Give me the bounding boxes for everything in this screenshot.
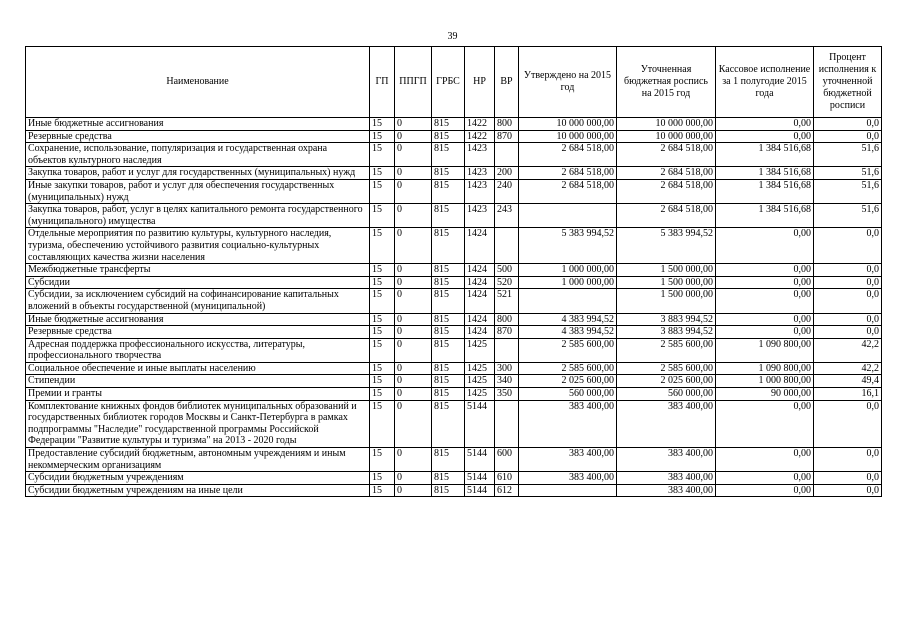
cell-cash: 0,00	[716, 289, 814, 313]
cell-vr: 243	[495, 204, 519, 228]
cell-vr	[495, 400, 519, 447]
cell-grbs: 815	[432, 228, 465, 264]
cell-approved: 2 684 518,00	[519, 179, 617, 203]
cell-cash: 0,00	[716, 118, 814, 131]
cell-ppgp: 0	[395, 276, 432, 289]
cell-percent: 0,0	[814, 289, 882, 313]
header-vr: ВР	[495, 47, 519, 118]
cell-vr	[495, 228, 519, 264]
cell-ppgp: 0	[395, 388, 432, 401]
cell-gp: 15	[370, 289, 395, 313]
header-cash: Кассовое исполнение за 1 полугодие 2015 года	[716, 47, 814, 118]
cell-gp: 15	[370, 228, 395, 264]
cell-refined: 383 400,00	[617, 400, 716, 447]
cell-percent: 51,6	[814, 179, 882, 203]
cell-name: Иные бюджетные ассигнования	[26, 313, 370, 326]
page-number: 39	[447, 31, 458, 42]
cell-grbs: 815	[432, 472, 465, 485]
cell-np: 1425	[465, 388, 495, 401]
table-row	[26, 400, 882, 447]
header-gp: ГП	[370, 47, 395, 118]
cell-grbs: 815	[432, 338, 465, 362]
table-row	[26, 228, 882, 264]
cell-gp: 15	[370, 472, 395, 485]
cell-cash: 0,00	[716, 472, 814, 485]
cell-ppgp: 0	[395, 130, 432, 143]
cell-refined: 2 684 518,00	[617, 204, 716, 228]
cell-percent: 51,6	[814, 143, 882, 167]
cell-grbs: 815	[432, 204, 465, 228]
cell-refined: 2 025 600,00	[617, 375, 716, 388]
table-row	[26, 118, 882, 131]
table-row	[26, 204, 882, 228]
cell-name: Субсидии бюджетным учреждениям на иные цели	[26, 484, 370, 497]
cell-grbs: 815	[432, 264, 465, 277]
cell-gp: 15	[370, 264, 395, 277]
cell-ppgp: 0	[395, 313, 432, 326]
cell-cash: 0,00	[716, 228, 814, 264]
cell-cash: 1 090 800,00	[716, 338, 814, 362]
header-approved: Утверждено на 2015 год	[519, 47, 617, 118]
cell-vr: 800	[495, 313, 519, 326]
budget-table	[25, 46, 882, 497]
cell-name: Закупка товаров, работ и услуг для государственных (муниципальных) нужд	[26, 167, 370, 180]
cell-vr: 600	[495, 448, 519, 472]
cell-refined: 10 000 000,00	[617, 130, 716, 143]
cell-grbs: 815	[432, 167, 465, 180]
cell-percent: 0,0	[814, 228, 882, 264]
cell-approved	[519, 204, 617, 228]
header-np: НР	[465, 47, 495, 118]
cell-ppgp: 0	[395, 118, 432, 131]
cell-gp: 15	[370, 204, 395, 228]
cell-ppgp: 0	[395, 484, 432, 497]
cell-vr: 612	[495, 484, 519, 497]
cell-grbs: 815	[432, 484, 465, 497]
cell-np: 1425	[465, 362, 495, 375]
cell-ppgp: 0	[395, 179, 432, 203]
cell-vr: 610	[495, 472, 519, 485]
cell-vr: 350	[495, 388, 519, 401]
cell-ppgp: 0	[395, 362, 432, 375]
cell-vr: 240	[495, 179, 519, 203]
cell-name: Субсидии	[26, 276, 370, 289]
cell-refined: 383 400,00	[617, 484, 716, 497]
header-refined: Уточненная бюджетная роспись на 2015 год	[617, 47, 716, 118]
cell-name: Сохранение, использование, популяризация и государственная охрана объектов культурного наследия	[26, 143, 370, 167]
cell-cash: 1 384 516,68	[716, 204, 814, 228]
cell-vr: 521	[495, 289, 519, 313]
cell-cash: 0,00	[716, 313, 814, 326]
cell-ppgp: 0	[395, 228, 432, 264]
cell-name: Межбюджетные трансферты	[26, 264, 370, 277]
cell-cash: 0,00	[716, 276, 814, 289]
cell-vr: 500	[495, 264, 519, 277]
cell-name: Закупка товаров, работ, услуг в целях капитального ремонта государственного (муниципального) имущества	[26, 204, 370, 228]
cell-approved: 10 000 000,00	[519, 130, 617, 143]
cell-cash: 0,00	[716, 400, 814, 447]
header-grbs: ГРБС	[432, 47, 465, 118]
cell-refined: 1 500 000,00	[617, 289, 716, 313]
cell-np: 1425	[465, 375, 495, 388]
cell-refined: 383 400,00	[617, 472, 716, 485]
cell-approved: 2 684 518,00	[519, 167, 617, 180]
header-ppgp: ППГП	[395, 47, 432, 118]
cell-ppgp: 0	[395, 289, 432, 313]
table-row	[26, 313, 882, 326]
cell-cash: 0,00	[716, 484, 814, 497]
cell-np: 1424	[465, 228, 495, 264]
cell-vr: 520	[495, 276, 519, 289]
table-row	[26, 484, 882, 497]
cell-approved: 383 400,00	[519, 448, 617, 472]
cell-np: 1425	[465, 338, 495, 362]
table-row	[26, 130, 882, 143]
cell-name: Комплектование книжных фондов библиотек муниципальных образований и государственных библиотек городов Москвы и Санкт-Петербурга в рамках подпрограммы "Наследие" государственной программы Российской Федерации "Развитие культуры и туризма" на 2013 - 2020 годы	[26, 400, 370, 447]
cell-vr: 200	[495, 167, 519, 180]
cell-ppgp: 0	[395, 167, 432, 180]
cell-name: Адресная поддержка профессионального искусства, литературы, профессионального творчества	[26, 338, 370, 362]
header-percent: Процент исполнения к уточненной бюджетной росписи	[814, 47, 882, 118]
cell-refined: 5 383 994,52	[617, 228, 716, 264]
cell-percent: 51,6	[814, 204, 882, 228]
cell-gp: 15	[370, 143, 395, 167]
cell-np: 1423	[465, 167, 495, 180]
cell-refined: 2 684 518,00	[617, 179, 716, 203]
cell-percent: 0,0	[814, 400, 882, 447]
cell-vr: 870	[495, 326, 519, 339]
cell-cash: 1 384 516,68	[716, 143, 814, 167]
cell-gp: 15	[370, 179, 395, 203]
cell-approved: 1 000 000,00	[519, 264, 617, 277]
cell-name: Резервные средства	[26, 326, 370, 339]
cell-vr: 870	[495, 130, 519, 143]
cell-grbs: 815	[432, 313, 465, 326]
cell-cash: 1 090 800,00	[716, 362, 814, 375]
cell-gp: 15	[370, 484, 395, 497]
table-row	[26, 289, 882, 313]
cell-refined: 10 000 000,00	[617, 118, 716, 131]
cell-grbs: 815	[432, 326, 465, 339]
cell-np: 1424	[465, 326, 495, 339]
cell-percent: 0,0	[814, 118, 882, 131]
cell-percent: 0,0	[814, 448, 882, 472]
cell-refined: 2 684 518,00	[617, 167, 716, 180]
cell-approved: 560 000,00	[519, 388, 617, 401]
cell-name: Стипендии	[26, 375, 370, 388]
cell-vr: 340	[495, 375, 519, 388]
cell-grbs: 815	[432, 179, 465, 203]
cell-refined: 383 400,00	[617, 448, 716, 472]
header-name: Наименование	[26, 47, 370, 118]
cell-np: 1422	[465, 130, 495, 143]
cell-approved: 383 400,00	[519, 400, 617, 447]
cell-grbs: 815	[432, 362, 465, 375]
cell-gp: 15	[370, 448, 395, 472]
cell-refined: 560 000,00	[617, 388, 716, 401]
cell-approved: 383 400,00	[519, 472, 617, 485]
cell-grbs: 815	[432, 388, 465, 401]
cell-approved: 1 000 000,00	[519, 276, 617, 289]
cell-grbs: 815	[432, 400, 465, 447]
cell-refined: 3 883 994,52	[617, 313, 716, 326]
cell-percent: 0,0	[814, 313, 882, 326]
cell-gp: 15	[370, 313, 395, 326]
cell-vr: 300	[495, 362, 519, 375]
cell-approved	[519, 484, 617, 497]
table-row	[26, 326, 882, 339]
cell-gp: 15	[370, 400, 395, 447]
cell-refined: 3 883 994,52	[617, 326, 716, 339]
cell-refined: 2 585 600,00	[617, 338, 716, 362]
cell-ppgp: 0	[395, 204, 432, 228]
cell-gp: 15	[370, 338, 395, 362]
table-row	[26, 338, 882, 362]
cell-percent: 0,0	[814, 472, 882, 485]
cell-cash: 0,00	[716, 130, 814, 143]
cell-approved: 2 585 600,00	[519, 338, 617, 362]
cell-percent: 0,0	[814, 276, 882, 289]
cell-ppgp: 0	[395, 472, 432, 485]
table-row	[26, 448, 882, 472]
cell-gp: 15	[370, 118, 395, 131]
cell-refined: 1 500 000,00	[617, 276, 716, 289]
cell-np: 1423	[465, 204, 495, 228]
cell-approved: 4 383 994,52	[519, 326, 617, 339]
cell-refined: 2 585 600,00	[617, 362, 716, 375]
cell-cash: 0,00	[716, 326, 814, 339]
cell-approved: 10 000 000,00	[519, 118, 617, 131]
cell-name: Предоставление субсидий бюджетным, автономным учреждениям и иным некоммерческим организациям	[26, 448, 370, 472]
cell-np: 1424	[465, 313, 495, 326]
cell-ppgp: 0	[395, 326, 432, 339]
cell-vr	[495, 143, 519, 167]
cell-name: Иные бюджетные ассигнования	[26, 118, 370, 131]
table-row	[26, 179, 882, 203]
cell-ppgp: 0	[395, 448, 432, 472]
cell-name: Социальное обеспечение и иные выплаты населению	[26, 362, 370, 375]
cell-approved: 2 585 600,00	[519, 362, 617, 375]
cell-np: 1423	[465, 179, 495, 203]
cell-percent: 0,0	[814, 130, 882, 143]
cell-percent: 49,4	[814, 375, 882, 388]
cell-gp: 15	[370, 388, 395, 401]
cell-np: 1424	[465, 276, 495, 289]
cell-percent: 42,2	[814, 362, 882, 375]
cell-ppgp: 0	[395, 400, 432, 447]
cell-gp: 15	[370, 326, 395, 339]
cell-grbs: 815	[432, 375, 465, 388]
table-row	[26, 472, 882, 485]
cell-cash: 1 000 800,00	[716, 375, 814, 388]
table-row	[26, 388, 882, 401]
cell-percent: 0,0	[814, 326, 882, 339]
cell-cash: 0,00	[716, 264, 814, 277]
table-row	[26, 276, 882, 289]
cell-name: Резервные средства	[26, 130, 370, 143]
cell-np: 1422	[465, 118, 495, 131]
cell-vr: 800	[495, 118, 519, 131]
cell-cash: 1 384 516,68	[716, 167, 814, 180]
cell-cash: 90 000,00	[716, 388, 814, 401]
cell-cash: 0,00	[716, 448, 814, 472]
cell-name: Отдельные мероприятия по развитию культуры, культурного наследия, туризма, обеспечению устойчивого развития социально-культурных составляющих качества жизни населения	[26, 228, 370, 264]
cell-ppgp: 0	[395, 375, 432, 388]
cell-gp: 15	[370, 276, 395, 289]
cell-percent: 16,1	[814, 388, 882, 401]
cell-ppgp: 0	[395, 264, 432, 277]
cell-np: 1423	[465, 143, 495, 167]
cell-np: 5144	[465, 400, 495, 447]
cell-approved: 5 383 994,52	[519, 228, 617, 264]
table-header-row	[26, 47, 882, 118]
cell-name: Иные закупки товаров, работ и услуг для обеспечения государственных (муниципальных) нужд	[26, 179, 370, 203]
table-row	[26, 143, 882, 167]
cell-ppgp: 0	[395, 143, 432, 167]
cell-np: 1424	[465, 264, 495, 277]
table-row	[26, 375, 882, 388]
cell-grbs: 815	[432, 289, 465, 313]
cell-name: Премии и гранты	[26, 388, 370, 401]
cell-gp: 15	[370, 375, 395, 388]
cell-np: 1424	[465, 289, 495, 313]
cell-refined: 1 500 000,00	[617, 264, 716, 277]
cell-grbs: 815	[432, 143, 465, 167]
cell-gp: 15	[370, 362, 395, 375]
cell-percent: 0,0	[814, 484, 882, 497]
cell-percent: 42,2	[814, 338, 882, 362]
cell-grbs: 815	[432, 130, 465, 143]
table-row	[26, 264, 882, 277]
table-row	[26, 167, 882, 180]
cell-ppgp: 0	[395, 338, 432, 362]
cell-grbs: 815	[432, 118, 465, 131]
cell-gp: 15	[370, 167, 395, 180]
table-row	[26, 362, 882, 375]
cell-np: 5144	[465, 448, 495, 472]
cell-refined: 2 684 518,00	[617, 143, 716, 167]
cell-name: Субсидии, за исключением субсидий на софинансирование капитальных вложений в объекты государственной (муниципальной)	[26, 289, 370, 313]
cell-grbs: 815	[432, 276, 465, 289]
cell-gp: 15	[370, 130, 395, 143]
cell-cash: 1 384 516,68	[716, 179, 814, 203]
cell-approved	[519, 289, 617, 313]
cell-name: Субсидии бюджетным учреждениям	[26, 472, 370, 485]
cell-approved: 2 025 600,00	[519, 375, 617, 388]
cell-percent: 0,0	[814, 264, 882, 277]
cell-np: 5144	[465, 484, 495, 497]
cell-np: 5144	[465, 472, 495, 485]
cell-percent: 51,6	[814, 167, 882, 180]
cell-grbs: 815	[432, 448, 465, 472]
cell-approved: 4 383 994,52	[519, 313, 617, 326]
cell-vr	[495, 338, 519, 362]
cell-approved: 2 684 518,00	[519, 143, 617, 167]
